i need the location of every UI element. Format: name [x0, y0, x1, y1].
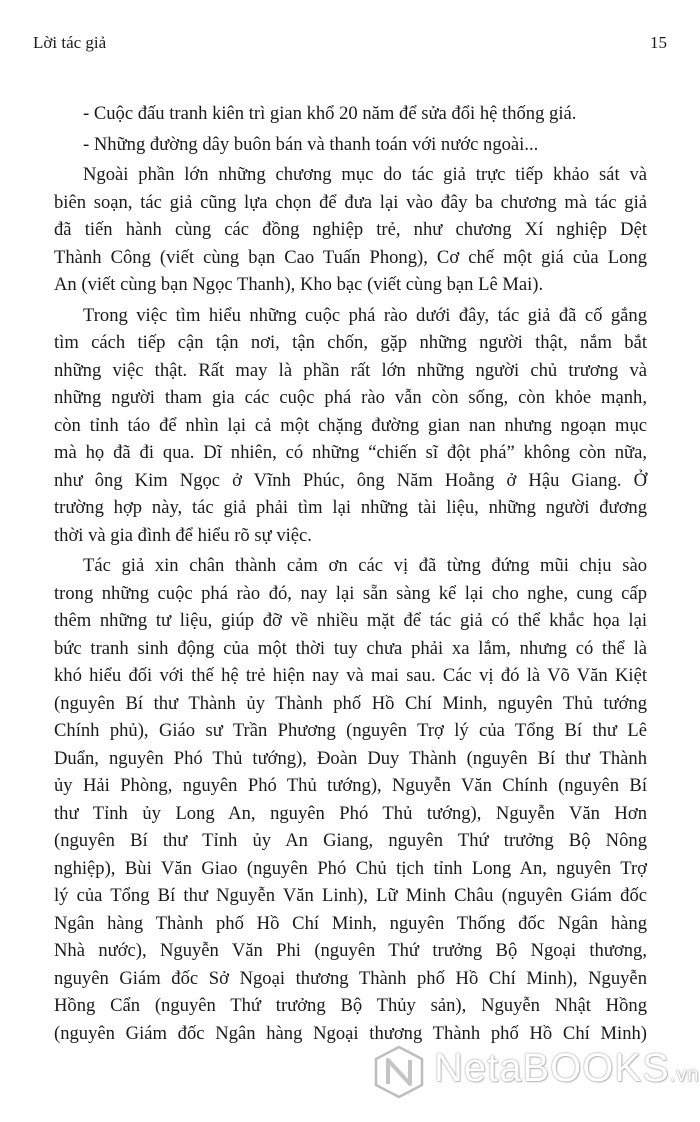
text-line: như ông Kim Ngọc ở Vĩnh Phúc, ông Năm Hoằng ở Hậu Giang. Ở [54, 469, 647, 491]
paragraph [54, 552, 647, 1047]
text-line: đã tiến hành cùng các đồng nghiệp trẻ, như chương Xí nghiệp Dệt [54, 219, 647, 240]
text-line: Ngoài phần lớn những chương mục do tác giả trực tiếp khảo sát và [83, 164, 647, 185]
text-line: Chính phủ), Giáo sư Trần Phương (nguyên Trợ lý của Tổng Bí thư Lê [54, 720, 647, 741]
text-line: ủy Hải Phòng, nguyên Phó Thủ tướng), Nguyễn Văn Chính (nguyên Bí [54, 775, 647, 796]
watermark-text: NetaBOOKS.vn [434, 1046, 700, 1090]
text-line: còn tỉnh táo để nhìn lại cả một chặng đường gian nan nhưng ngoạn mục [54, 414, 647, 436]
text-line: nghiệp), Bùi Văn Giao (nguyên Phó Chủ tịch tỉnh Long An, nguyên Trợ [54, 857, 647, 879]
netabooks-watermark [368, 1040, 700, 1102]
text-line: (nguyên Giám đốc Ngân hàng Ngoại thương Thành phố Hồ Chí Minh) [54, 1022, 647, 1044]
netabooks-logo-icon [372, 1044, 426, 1100]
text-line: những người tham gia các cuộc phá rào vẫn còn sống, còn khỏe mạnh, [54, 387, 647, 408]
paragraph [54, 100, 647, 128]
text-line: thời và gia đình để hiểu rõ sự việc. [54, 524, 312, 546]
text-line: Tác giả xin chân thành cảm ơn các vị đã từng đứng mũi chịu sào [83, 555, 647, 576]
text-line: mà họ đã đi qua. Dĩ nhiên, có những “chiến sĩ đột phá” không còn nữa, [54, 442, 647, 463]
text-line: Hồng Cẩn (nguyên Thứ trưởng Bộ Thủy sản), Nguyễn Nhật Hồng [54, 995, 647, 1016]
paragraph [54, 131, 647, 159]
text-line: An (viết cùng bạn Ngọc Thanh), Kho bạc (viết cùng bạn Lê Mai). [54, 274, 544, 295]
text-line: khó hiểu đối với thế hệ trẻ hiện nay và mai sau. Các vị đó là Võ Văn Kiệt [54, 665, 647, 686]
text-line: Ngân hàng Thành phố Hồ Chí Minh, nguyên Thống đốc Ngân hàng [54, 912, 647, 934]
text-line: Trong việc tìm hiểu những cuộc phá rào dưới đây, tác giả đã cố gắng [83, 304, 647, 326]
text-line: tìm cách tiếp cận tận nơi, tận chốn, gặp những người thật, nắm bắt [54, 332, 647, 353]
text-line: thêm những tư liệu, giúp đỡ về nhiều mặt để tác giả có thể khắc họa lại [54, 610, 647, 631]
text-line: - Cuộc đấu tranh kiên trì gian khổ 20 năm để sửa đổi hệ thống giá. [83, 103, 577, 124]
text-line: biên soạn, tác giả cũng lựa chọn để đưa lại vào đây ba chương mà tác giả [54, 191, 647, 213]
paragraph [54, 161, 647, 299]
text-line: Duẩn, nguyên Phó Thủ tướng), Đoàn Duy Thành (nguyên Bí thư Thành [54, 747, 647, 769]
text-line: (nguyên Bí thư Thành ủy Thành phố Hồ Chí Minh, nguyên Thủ tướng [54, 692, 647, 714]
page-number: 15 [650, 33, 667, 52]
text-line: trường hợp này, tác giả phải tìm lại những tài liệu, những người đương [54, 497, 647, 518]
text-line: - Những đường dây buôn bán và thanh toán với nước ngoài... [83, 133, 539, 155]
text-line: trong những cuộc phá rào đó, nay lại sẵn sàng kể lại cho nghe, cung cấp [54, 582, 647, 604]
text-line: (nguyên Bí thư Tỉnh ủy An Giang, nguyên Thứ trưởng Bộ Nông [54, 830, 647, 851]
text-line: Thành Công (viết cùng bạn Cao Tuấn Phong), Cơ chế một giá của Long [54, 246, 647, 268]
text-line: nguyên Giám đốc Sở Ngoại thương Thành phố Hồ Chí Minh), Nguyễn [54, 967, 647, 989]
paragraph [54, 302, 647, 550]
page-body [54, 100, 647, 1050]
text-line: những việc thật. Rất may là phần rất lớn những người chủ trương và [54, 359, 647, 381]
text-line: lý của Tổng Bí thư Nguyễn Văn Linh), Lữ Minh Châu (nguyên Giám đốc [54, 885, 647, 906]
text-line: bức tranh sinh động của một thời tuy chưa phải xa lắm, nhưng có thể là [54, 637, 647, 659]
running-header-title: Lời tác giả [33, 33, 107, 52]
text-line: thư Tỉnh ủy Long An, nguyên Phó Thủ tướng), Nguyễn Văn Hơn [54, 802, 647, 824]
text-line: Nhà nước), Nguyễn Văn Phi (nguyên Thứ trưởng Bộ Ngoại thương, [54, 940, 647, 961]
